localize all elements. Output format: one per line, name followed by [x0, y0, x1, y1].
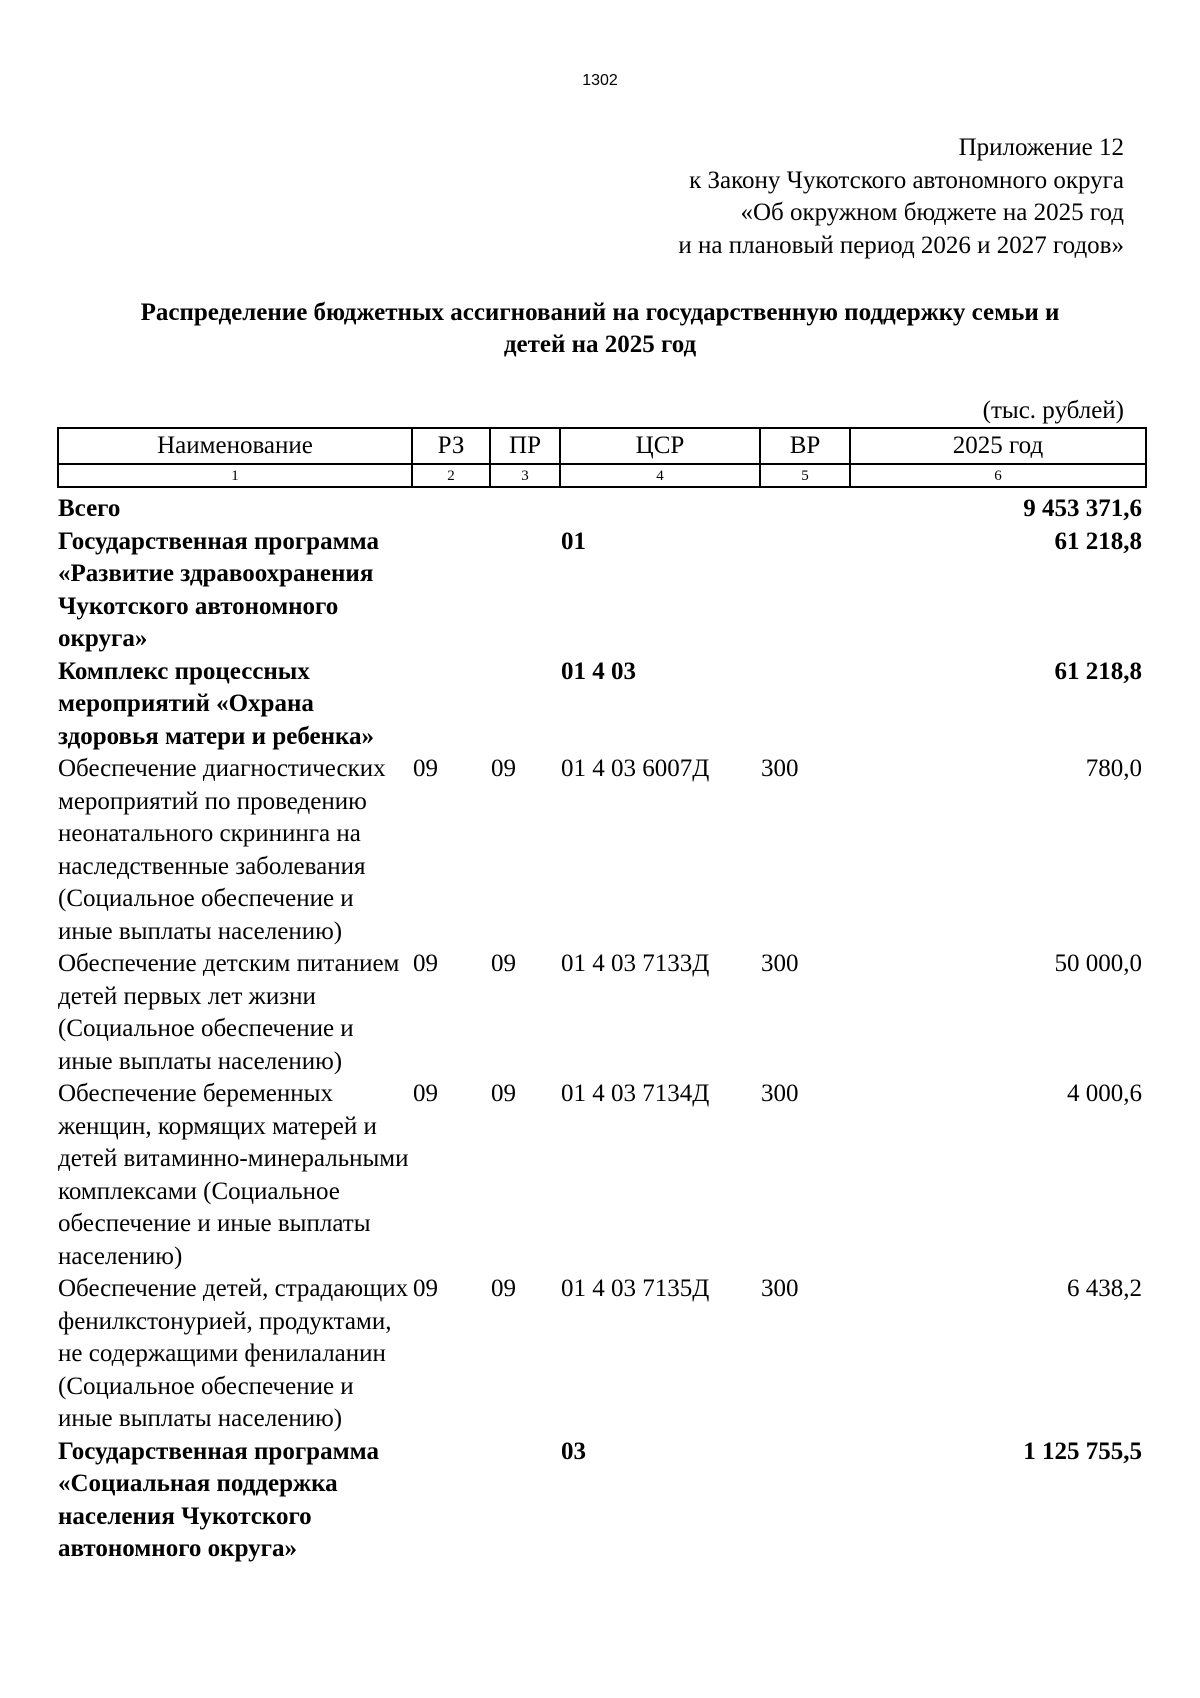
appendix-line-1: Приложение 12: [958, 134, 1124, 161]
row-rz: [411, 526, 489, 656]
row-csr: 01 4 03 7133Д: [561, 950, 710, 977]
page-number: 1302: [582, 72, 618, 89]
row-pr: 09: [491, 950, 516, 977]
header-rz: РЗ: [412, 428, 490, 464]
row-csr: 01: [561, 527, 586, 555]
row-rz: 09: [413, 1275, 438, 1302]
table-row-program: [57, 526, 1145, 656]
row-csr: 01 4 03 6007Д: [561, 755, 710, 782]
table-row: [57, 948, 1145, 1078]
row-vr: 300: [761, 755, 799, 782]
row-csr: 01 4 03: [561, 657, 636, 685]
column-number: 5: [760, 464, 850, 487]
table-row: [57, 753, 1145, 948]
row-csr: 01 4 03 7134Д: [561, 1080, 710, 1107]
column-number: 4: [560, 464, 760, 487]
header-year: 2025 год: [850, 428, 1146, 464]
table-header: [57, 427, 1147, 488]
row-rz: [411, 656, 489, 754]
header-name: Наименование: [58, 428, 412, 464]
table-row-total: [57, 493, 1145, 526]
budget-table: [57, 493, 1145, 1566]
row-name: Обеспечение детским питанием детей первых лет жизни (Социальное обеспечение и иные выплаты населению): [58, 950, 400, 1075]
row-vr: 300: [761, 950, 799, 977]
table-row-program: [57, 1436, 1145, 1566]
row-vr: [759, 656, 849, 754]
row-vr: [759, 526, 849, 656]
header-vr: ВР: [760, 428, 850, 464]
column-number: 1: [58, 464, 412, 487]
row-vr: 300: [761, 1275, 799, 1302]
row-name: Обеспечение беременных женщин, кормящих матерей и детей витаминно-минеральными комплексами (Социальное обеспечение и иные выплаты населению): [58, 1080, 409, 1270]
row-name: Государственная программа «Развитие здравоохранения Чукотского автономного округа»: [58, 527, 379, 652]
row-vr: [759, 493, 849, 526]
row-amount: 6 438,2: [1067, 1275, 1142, 1302]
column-number-row: [58, 464, 1146, 487]
row-pr: [489, 526, 559, 656]
row-amount: 780,0: [1085, 755, 1142, 782]
row-rz: [411, 1436, 489, 1566]
row-amount: 61 218,8: [1054, 657, 1142, 685]
units-label: (тыс. рублей): [982, 397, 1124, 424]
appendix-line-4: и на плановый период 2026 и 2027 годов»: [678, 231, 1124, 259]
row-name: Обеспечение диагностических мероприятий по проведению неонатального скрининга на наследственные заболевания (Социальное обеспечение и иные выплаты населению): [58, 755, 386, 945]
header-row: [58, 428, 1146, 464]
row-pr: 09: [491, 1275, 516, 1302]
row-vr: [759, 1436, 849, 1566]
row-rz: [411, 493, 489, 526]
title-line-1: Распределение бюджетных ассигнований на государственную поддержку семьи и: [140, 299, 1060, 326]
row-csr: 03: [561, 1437, 586, 1465]
row-name: Комплекс процессных мероприятий «Охрана здоровья матери и ребенка»: [58, 657, 375, 750]
table-row-complex: [57, 656, 1145, 754]
row-name: Обеспечение детей, страдающих фенилкстонурией, продуктами, не содержащими фенилаланин (Социальное обеспечение и иные выплаты населению): [58, 1275, 409, 1432]
row-amount: 4 000,6: [1067, 1080, 1142, 1107]
table-row: [57, 1078, 1145, 1273]
header-pr: ПР: [490, 428, 560, 464]
appendix-line-2: к Закону Чукотского автономного округа: [689, 166, 1124, 194]
row-csr: 01 4 03 7135Д: [561, 1275, 710, 1302]
row-pr: [489, 656, 559, 754]
row-amount: 9 453 371,6: [1023, 495, 1142, 522]
row-pr: [489, 1436, 559, 1566]
appendix-line-3: «Об окружном бюджете на 2025 год: [740, 199, 1124, 226]
column-number: 3: [490, 464, 560, 487]
row-pr: [489, 493, 559, 526]
table-row: [57, 1273, 1145, 1436]
column-number: 2: [412, 464, 490, 487]
header-csr: ЦСР: [560, 428, 760, 464]
row-amount: 50 000,0: [1054, 950, 1142, 977]
document-title: [60, 297, 1140, 361]
row-amount: 1 125 755,5: [1023, 1437, 1142, 1465]
title-line-2: детей на 2025 год: [503, 331, 697, 358]
column-number: 6: [850, 464, 1146, 487]
appendix-reference: [678, 132, 1124, 262]
row-pr: 09: [491, 1080, 516, 1107]
row-csr: [559, 493, 759, 526]
row-rz: 09: [413, 755, 438, 782]
row-amount: 61 218,8: [1054, 527, 1142, 555]
row-name: Государственная программа «Социальная поддержка населения Чукотского автономного округа»: [58, 1437, 379, 1562]
row-rz: 09: [413, 1080, 438, 1107]
row-vr: 300: [761, 1080, 799, 1107]
row-rz: 09: [413, 950, 438, 977]
row-name: Всего: [58, 495, 121, 522]
row-pr: 09: [491, 755, 516, 782]
